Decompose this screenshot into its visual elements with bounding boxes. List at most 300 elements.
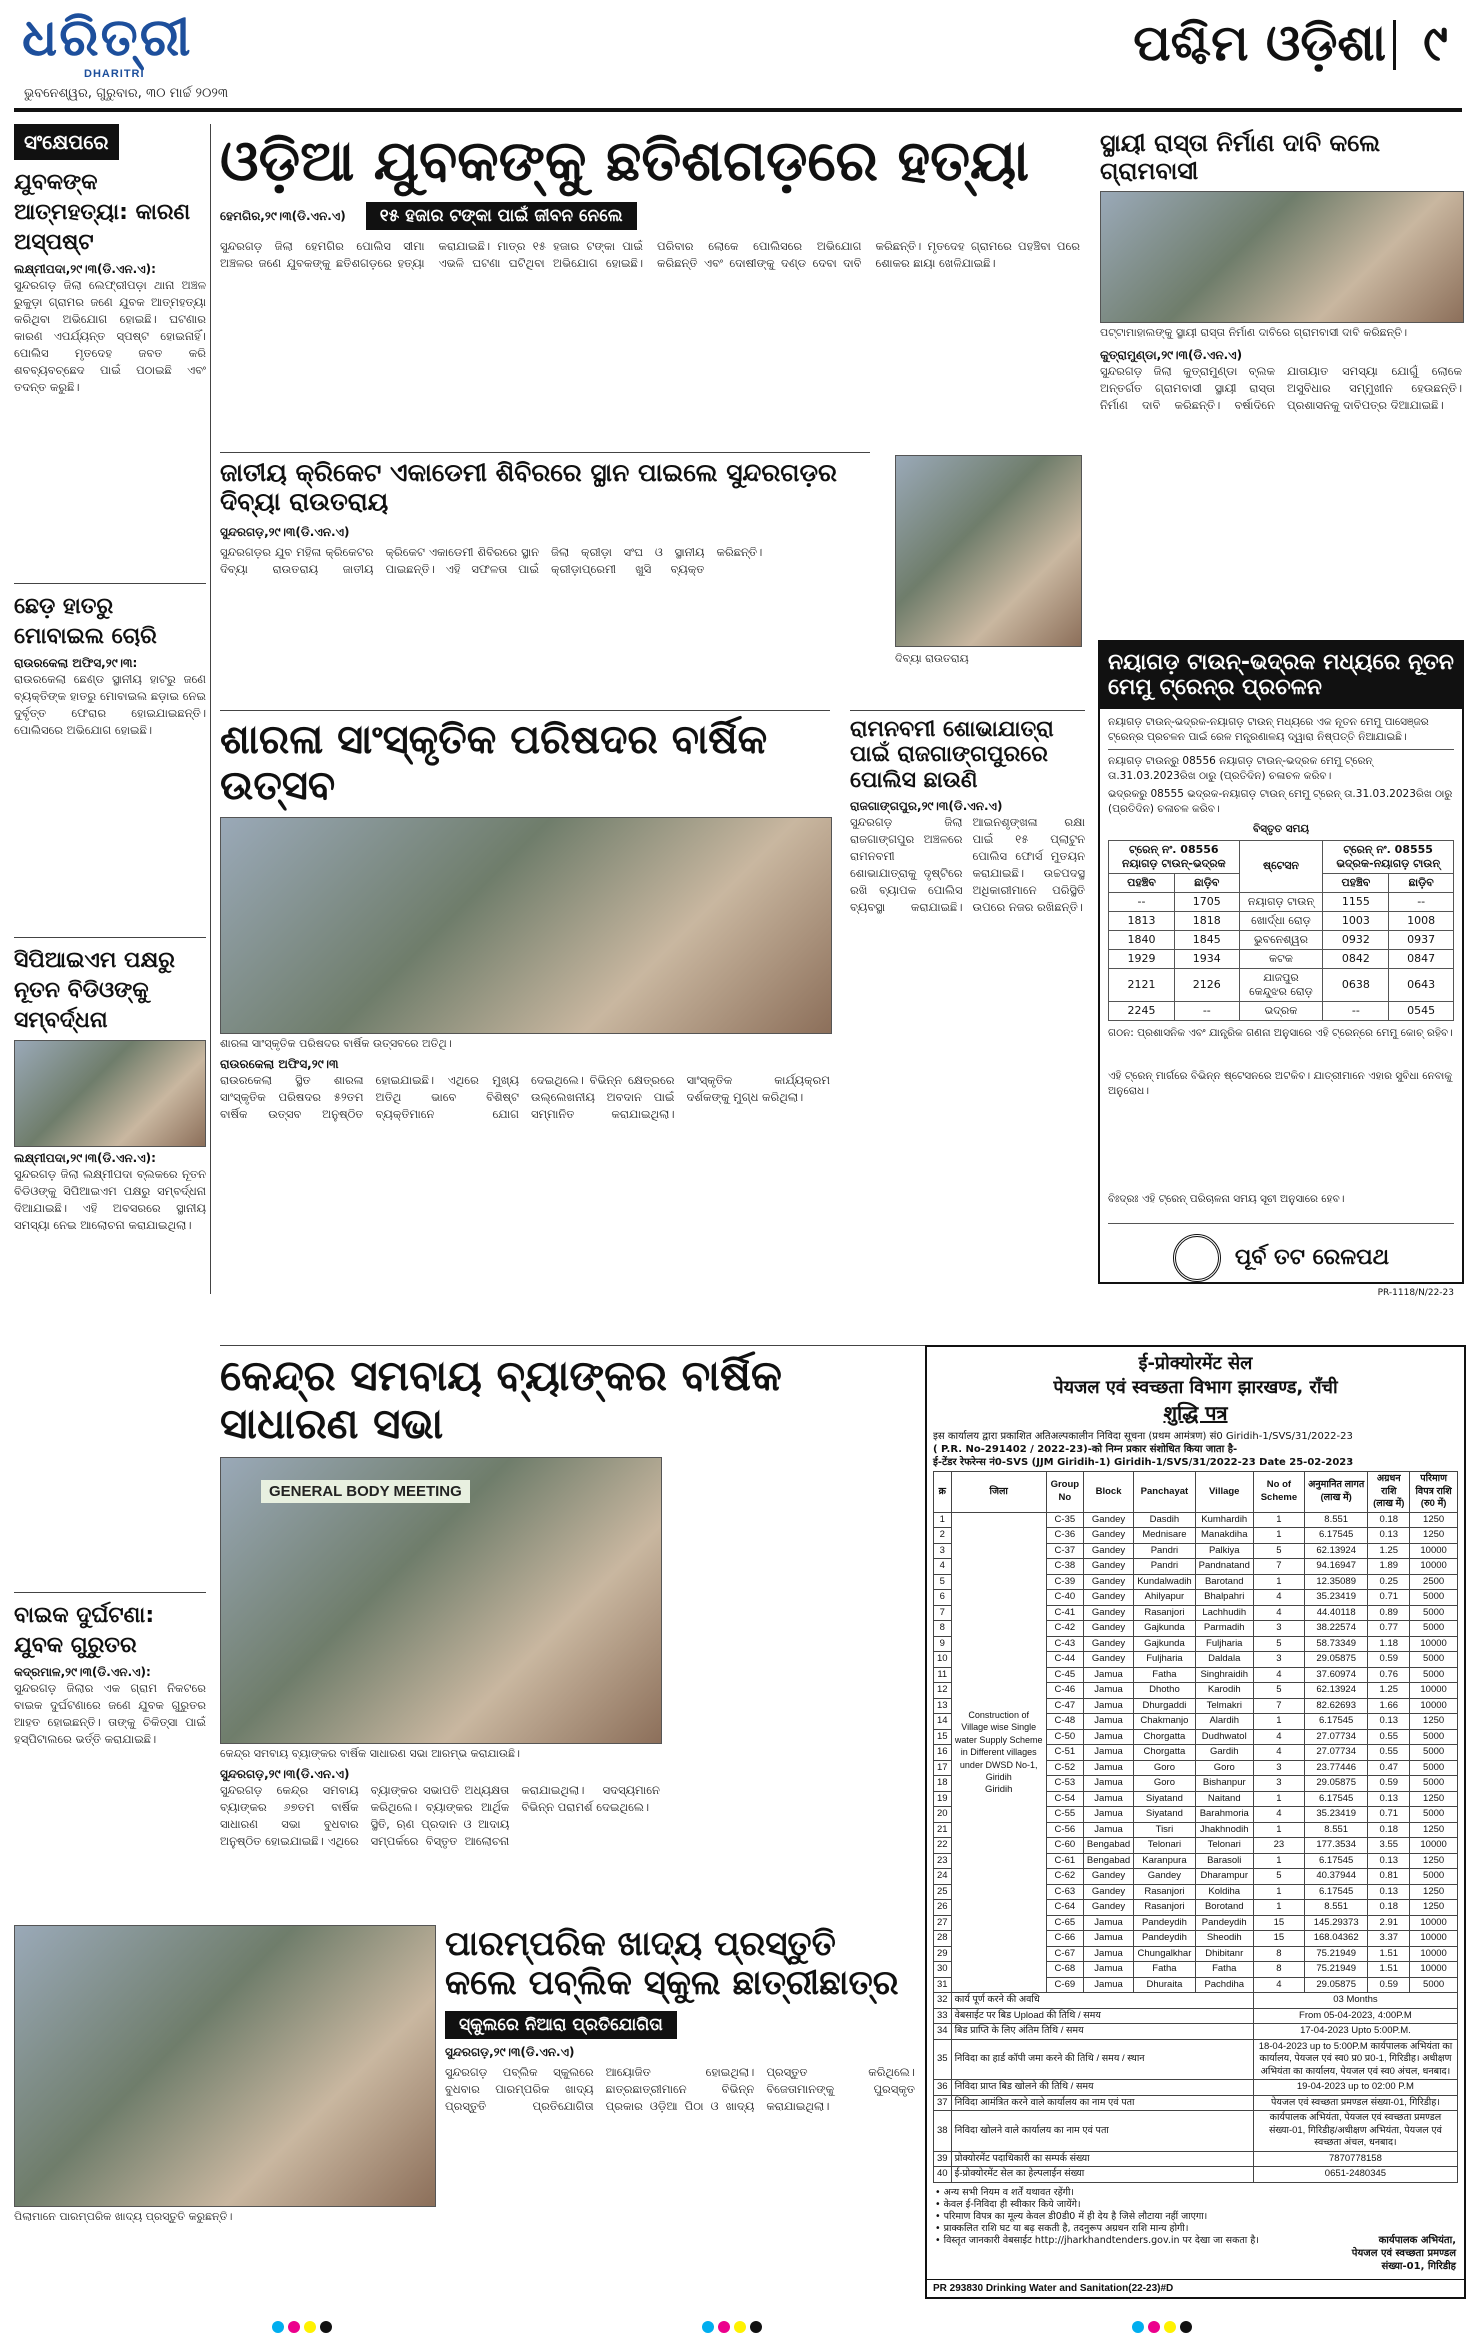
tender-cell: Jamua [1083,1667,1133,1683]
tender-header-cell: Village [1195,1472,1253,1513]
schedule-row [1109,1001,1454,1020]
tender-cell: 6.17545 [1305,1791,1368,1807]
tender-cell: कार्यपालक अभियंता, पेयजल एवं स्वच्छता प्रमण्डल संख्या-01, गिरिडीह/अधीक्षण अभियंता, पेयजल एवं स्वच्छता अंचल, धनबाद। [1253,2111,1457,2152]
tender-cell: 25 [934,1884,952,1900]
tender-cell [951,1512,1046,1993]
tender-header-cell: क्र [934,1472,952,1513]
road-dateline: କୁତ୍ରାମୁଣ୍ଡା,୨୯।୩(ଡି.ଏନ.ଏ) [1100,348,1243,363]
tender-cell: Jamua [1083,1822,1133,1838]
tender-cell: 3 [1253,1760,1304,1776]
tender-cell: Kumhardih [1195,1512,1253,1528]
food-photo [14,1925,436,2207]
tender-cell: 0.89 [1368,1605,1410,1621]
schedule-cell: 0847 [1389,949,1454,968]
tender-sign-1: कार्यपालक अभियंता, [1378,2235,1456,2246]
rail-note-2: ଏହି ଟ୍ରେନ୍ ମାର୍ଗରେ ବିଭିନ୍ନ ଷ୍ଟେସନରେ ଅଟକିବ। ଯାତ୍ରୀମାନେ ଏହାର ସୁବିଧା ନେବାକୁ ଅନୁରୋଧ। [1108,1069,1453,1097]
tender-cell: 1.25 [1368,1683,1410,1699]
tender-cell: Pandeydih [1195,1915,1253,1931]
tender-cell: Karanpura [1134,1853,1195,1869]
tender-cell: C-35 [1046,1512,1083,1528]
tender-cell: Dhuraita [1134,1977,1195,1993]
tender-cell: Fuljharia [1195,1636,1253,1652]
schedule-cell: 1840 [1109,930,1175,949]
lead-body: ସୁନ୍ଦରଗଡ଼ ଜିଲା ହେମଗିର ପୋଲିସ ସୀମା ଅଞ୍ଚଳର ଜଣେ ଯୁବକଙ୍କୁ ଛତିଶଗଡ଼ରେ ହତ୍ୟା କରାଯାଇଛି। ମାତ୍ର ୧୫ ହଜାର ଟଙ୍କା ପାଇଁ ଏଭଳି ଘଟଣା ଘଟିଥିବା ଅଭିଯୋଗ ହୋଇଛି। ପରିବାର ଲୋକେ ପୋଲିସରେ ଅଭିଯୋଗ କରିଛନ୍ତି ଏବଂ ଦୋଷୀଙ୍କୁ ଦଣ୍ଡ ଦେବା ଦାବି କରିଛନ୍ତି। ମୃତଦେହ ଗ୍ରାମରେ ପହଞ୍ଚିବା ପରେ ଶୋକର ଛାୟା ଖେଳିଯାଇଛି। [220,239,1080,271]
lead-dateline: ହେମଗିର,୨୯।୩(ଡି.ଏନ.ଏ) [220,208,346,223]
tender-cell: 7 [1253,1698,1304,1714]
tender-cell: 8 [934,1621,952,1637]
tender-cell: C-52 [1046,1760,1083,1776]
tender-header-cell: Panchayat [1134,1472,1195,1513]
schedule-cell: 2126 [1174,968,1239,1001]
tender-cell: 4 [1253,1745,1304,1761]
schedule-cell: 1003 [1323,911,1389,930]
tender-cell: 27 [934,1915,952,1931]
tender-cell: 17-04-2023 Upto 5:00P.M. [1253,2024,1457,2040]
tender-cell: 5 [1253,1869,1304,1885]
tender-cell: 1 [1253,1853,1304,1869]
tender-cell: 30 [934,1962,952,1978]
tender-header-cell: परिमाण विपत्र राशि (रु0 में) [1410,1472,1458,1513]
arr-header: ପହଞ୍ଚିବ [1323,873,1389,892]
tender-extra-row [934,2080,1458,2096]
rail-intro: ନୟାଗଡ଼ ଟାଉନ୍-ଭଦ୍ରକ-ନୟାଗଡ଼ ଟାଉନ୍ ମଧ୍ୟରେ ଏକ ନୂତନ ମେମୁ ପାସେଞ୍ଜର ଟ୍ରେନ୍‌ର ପ୍ରଚଳନ ପାଇଁ ରେଳ ମନ୍ତ୍ରଣାଳୟ ଦ୍ୱାରା ନିଷ୍ପତ୍ତି ନିଆଯାଇଛି। [1108,715,1429,743]
tender-cell: 0.55 [1368,1745,1410,1761]
tender-cell: Jamua [1083,1776,1133,1792]
tender-cell: Gajkunda [1134,1621,1195,1637]
registration-marks [1130,2318,1194,2337]
tender-cell: Borotand [1195,1900,1253,1916]
rail-header [1100,642,1462,709]
tender-cell: Jamua [1083,1946,1133,1962]
tender-cell: 23 [934,1853,952,1869]
tender-cell: Bhalpahri [1195,1590,1253,1606]
tender-table [933,1471,1458,2183]
tender-cell: Gandey [1083,1543,1133,1559]
sharala-photo [220,817,832,1034]
tender-cell: Jamua [1083,1760,1133,1776]
tender-cell: वेबसाईट पर बिड Upload की तिथि / समय [951,2008,1253,2024]
tender-cell: 1 [1253,1528,1304,1544]
tender-cell: 4 [1253,1729,1304,1745]
tender-cell: Barotand [1195,1574,1253,1590]
tender-cell: Jamua [1083,1931,1133,1947]
tender-cell: 27.07734 [1305,1729,1368,1745]
tender-cell: Fatha [1134,1962,1195,1978]
tender-cell: 1 [1253,1714,1304,1730]
tender-header-cell: अनुमानित लागत (लाख में) [1305,1472,1368,1513]
schedule-cell: 2121 [1109,968,1175,1001]
tender-cell: 5 [1253,1683,1304,1699]
tender-cell: C-45 [1046,1667,1083,1683]
tender-cell: Rasanjori [1134,1884,1195,1900]
page-number: ୯ [1423,14,1448,72]
tender-cell: Jamua [1083,1698,1133,1714]
tender-cell: 6.17545 [1305,1714,1368,1730]
tender-cell: 10000 [1410,1559,1458,1575]
tender-cell: पेयजल एवं स्वच्छता प्रमण्डल संख्या-01, गिरिडीह। [1253,2095,1457,2111]
tender-cell: Koldiha [1195,1884,1253,1900]
tender-cell: Bengabad [1083,1853,1133,1869]
tender-cell: C-39 [1046,1574,1083,1590]
tender-cell: 29.05875 [1305,1776,1368,1792]
tender-cell: 0.77 [1368,1621,1410,1637]
cricket-photo [895,455,1082,647]
tender-header-cell: जिला [951,1472,1046,1513]
tender-cell: 27.07734 [1305,1745,1368,1761]
tender-cell: C-47 [1046,1698,1083,1714]
tender-cell: Goro [1134,1760,1195,1776]
tender-footer: PR 293830 Drinking Water and Sanitation(22-23)#D [927,2279,1464,2297]
top-rule [14,108,1462,112]
tender-cell: Chungalkhar [1134,1946,1195,1962]
tender-cell: 29.05875 [1305,1977,1368,1993]
tender-cell: 10000 [1410,1636,1458,1652]
tender-cell: Telmakri [1195,1698,1253,1714]
tender-line-1: इस कार्यालय द्वारा प्रकाशित अतिअल्पकालीन निविदा सूचना (प्रथम आमंत्रण) सं0 Giridih-1/SVS/31/2022-23 [933,1431,1353,1442]
tender-note: • परिमाण विपत्र का मूल्य केवल डी0डी0 में ही देय है जिसे लौटाया नहीं जाएगा। [935,2210,1208,2222]
tender-cell: 10 [934,1652,952,1668]
tender-cell: 10000 [1410,1543,1458,1559]
tender-cell: बिड प्राप्ति के लिए अंतिम तिथि / समय [951,2024,1253,2040]
schedule-cell: 1008 [1389,911,1454,930]
tender-cell: Gandey [1083,1512,1133,1528]
tender-cell: C-41 [1046,1605,1083,1621]
tender-extra-row [934,2111,1458,2152]
tender-header-cell: अग्रधन राशि (लाख में) [1368,1472,1410,1513]
tender-cell: Dhibitanr [1195,1946,1253,1962]
tender-line-2: ( P.R. No-291402 / 2022-23)-को निम्न प्रकार संशोधित किया जाता है- [933,1444,1238,1455]
tender-cell: 10000 [1410,1915,1458,1931]
tender-cell: 8.551 [1305,1512,1368,1528]
railway-emblem-icon [1173,1234,1221,1282]
tender-cell: 19 [934,1791,952,1807]
ramnavami-dateline: ରାଜଗାଙ୍ଗପୁର,୨୯।୩(ଡି.ଏନ.ଏ) [850,798,1003,813]
tender-cell: 145.29373 [1305,1915,1368,1931]
road-headline: ସ୍ଥାୟୀ ରାସ୍ତା ନିର୍ମାଣ ଦାବି କଲେ ଗ୍ରାମବାସୀ [1100,129,1381,185]
tender-cell: C-36 [1046,1528,1083,1544]
tender-cell: C-38 [1046,1559,1083,1575]
tender-cell: C-56 [1046,1822,1083,1838]
tender-cell: Mednisare [1134,1528,1195,1544]
tender-cell: 37 [934,2095,952,2111]
tender-extra-row [934,2167,1458,2183]
tender-cell: Jamua [1083,1962,1133,1978]
tender-cell: 18-04-2023 up to 5:00P.M कार्यपालक अभियंता का कार्यालय, पेयजल एवं स्व0 प्र0 प्र0-1, गिरिडीह। अधीक्षण अभियंता का कार्यालय, पेयजल एवं स्व0 अंचल, धनबाद। [1253,2039,1457,2080]
tender-cell: 0651-2480345 [1253,2167,1457,2183]
tender-cell: 5000 [1410,1807,1458,1823]
tender-cell: 12.35089 [1305,1574,1368,1590]
tender-cell: Chakmanjo [1134,1714,1195,1730]
tender-header-cell: Group No [1046,1472,1083,1513]
tender-cell: 28 [934,1931,952,1947]
tender-note: • अन्य सभी नियम व शर्तें यथावत रहेंगी। [935,2186,1075,2198]
schedule-cell: 0638 [1323,968,1389,1001]
tender-cell: 0.13 [1368,1884,1410,1900]
tender-cell: Barahmoria [1195,1807,1253,1823]
tender-cell: Jamua [1083,1683,1133,1699]
tender-cell: 75.21949 [1305,1962,1368,1978]
tender-cell: 12 [934,1683,952,1699]
tender-cell: Siyatand [1134,1791,1195,1807]
tender-cell: 17 [934,1760,952,1776]
tender-cell: 14 [934,1714,952,1730]
ramnavami-story [850,710,1085,1284]
arr-header: ପହଞ୍ଚିବ [1109,873,1175,892]
tender-cell: C-67 [1046,1946,1083,1962]
tender-cell: 177.3534 [1305,1838,1368,1854]
food-headline: ପାରମ୍ପରିକ ଖାଦ୍ୟ ପ୍ରସ୍ତୁତି କଲେ ପବ୍ଲିକ ସ୍କୁଲ ଛାତ୍ରୀଛାତ୍ର [445,1924,899,2004]
tender-cell: Tisri [1134,1822,1195,1838]
tender-cell: 29 [934,1946,952,1962]
tender-cell: Gandey [1083,1652,1133,1668]
tender-cell: 11 [934,1667,952,1683]
tender-cell: 10000 [1410,1683,1458,1699]
tender-cell: Jamua [1083,1729,1133,1745]
tender-cell: Gardih [1195,1745,1253,1761]
tender-cell: Bengabad [1083,1838,1133,1854]
tender-cell: Telonari [1134,1838,1195,1854]
schedule-cell: -- [1323,1001,1389,1020]
tender-extra-row [934,2024,1458,2040]
logo-subtitle: DHARITRI [84,68,145,80]
tender-cell: 03 Months [1253,1993,1457,2009]
tender-cell: 0.13 [1368,1853,1410,1869]
column-divider [210,124,211,1294]
tender-cell: 3 [1253,1621,1304,1637]
tender-cell: 0.71 [1368,1590,1410,1606]
tender-cell: C-63 [1046,1884,1083,1900]
station-header: ଷ୍ଟେସନ [1239,840,1323,892]
tender-cell: कार्य पूर्ण करने की अवधि [951,1993,1253,2009]
tender-cell: 5 [1253,1543,1304,1559]
tender-cell: 24 [934,1869,952,1885]
tender-cell: C-37 [1046,1543,1083,1559]
tender-cell: 82.62693 [1305,1698,1368,1714]
tender-cell: Dhurgaddi [1134,1698,1195,1714]
food-body: ସୁନ୍ଦରଗଡ଼ ପବ୍ଲିକ ସ୍କୁଲରେ ବୁଧବାର ପାରମ୍ପରିକ ଖାଦ୍ୟ ପ୍ରସ୍ତୁତି ପ୍ରତିଯୋଗିତା ଆୟୋଜିତ ହୋଇଥିଲା। ଛାତ୍ରଛାତ୍ରୀମାନେ ବିଭିନ୍ନ ପ୍ରକାର ଓଡ଼ିଆ ପିଠା ଓ ଖାଦ୍ୟ ପ୍ରସ୍ତୁତ କରିଥିଲେ। ବିଜେତାମାନଙ୍କୁ ପୁରସ୍କୃତ କରାଯାଇଥିଲା। [445,2065,915,2114]
tender-cell: Jamua [1083,1714,1133,1730]
lead-story [220,130,1080,368]
tender-cell: 1.18 [1368,1636,1410,1652]
brief-text: ସୁନ୍ଦରଗଡ଼ ଜିଲା ଲକ୍ଷ୍ମୀପଦା ବ୍ଲକରେ ନୂତନ ବିଡିଓଙ୍କୁ ସିପିଆଇଏମ ପକ୍ଷରୁ ସମ୍ବର୍ଦ୍ଧନା ଦିଆଯାଇଛି। ଏହି ଅବସରରେ ସ୍ଥାନୀୟ ସମସ୍ୟା ନେଇ ଆଲୋଚନା କରାଯାଇଥିଲା। [14,1167,206,1232]
tender-cell: 20 [934,1807,952,1823]
road-body: ସୁନ୍ଦରଗଡ଼ ଜିଲା କୁତ୍ରାମୁଣ୍ଡା ବ୍ଲକ ଅନ୍ତର୍ଗତ ଗ୍ରାମବାସୀ ସ୍ଥାୟୀ ରାସ୍ତା ନିର୍ମାଣ ଦାବି କରିଛନ୍ତି। ବର୍ଷାଦିନେ ଯାତାୟାତ ସମସ୍ୟା ଯୋଗୁଁ ଲୋକେ ଅସୁବିଧାର ସମ୍ମୁଖୀନ ହେଉଛନ୍ତି। ପ୍ରଶାସନକୁ ଦାବିପତ୍ର ଦିଆଯାଇଛି। [1100,364,1462,413]
tender-cell: C-50 [1046,1729,1083,1745]
tender-cell: Fatha [1195,1962,1253,1978]
rail-note-3: ବିଃଦ୍ରଃ ଏହି ଟ୍ରେନ୍ ପରିଚାଳନା ସମୟ ସୂଚୀ ଅନୁସାରେ ହେବ। [1108,1192,1345,1205]
tender-cell: Gandey [1083,1884,1133,1900]
tender-cell: 7 [934,1605,952,1621]
lead-headline: ଓଡ଼ିଆ ଯୁବକଙ୍କୁ ଛତିଶଗଡ଼ରେ ହତ୍ୟା [220,129,1030,194]
rail-line-1: ନୟାଗଡ଼ ଟାଉନ୍‌ରୁ 08556 ନୟାଗଡ଼ ଟାଉନ୍-ଭଦ୍ରକ ମେମୁ ଟ୍ରେନ୍ ତା.31.03.2023ରିଖ ଠାରୁ (ପ୍ରତିଦିନ) ଚଳାଚଳ କରିବ। [1108,754,1373,782]
tender-cell: 35.23419 [1305,1807,1368,1823]
tender-cell: Pachdiha [1195,1977,1253,1993]
brief-item [14,592,206,931]
schedule-cell: କଟକ [1239,949,1323,968]
tender-cell: 5 [934,1574,952,1590]
tender-header-cell: No of Scheme [1253,1472,1304,1513]
tender-cell: Jhakhnodih [1195,1822,1253,1838]
brief-headline: ବାଇକ ଦୁର୍ଘଟଣା: ଯୁବକ ଗୁରୁତର [14,1603,155,1658]
food-caption: ପିଲାମାନେ ପାରମ୍ପରିକ ଖାଦ୍ୟ ପ୍ରସ୍ତୁତି କରୁଛନ୍ତି। [14,2210,233,2223]
tender-header-cell: Block [1083,1472,1133,1513]
tender-cell: 10000 [1410,1931,1458,1947]
tender-cell: 36 [934,2080,952,2096]
tender-cell: C-69 [1046,1977,1083,1993]
title-separator [1393,20,1396,70]
tender-cell: 0.13 [1368,1714,1410,1730]
tender-cell: 3 [1253,1776,1304,1792]
tender-extra-row [934,1993,1458,2009]
tender-cell: 5000 [1410,1776,1458,1792]
section-title: ପଶ୍ଚିମ ଓଡ଼ିଶା [1133,14,1386,72]
tender-cell: Ahilyapur [1134,1590,1195,1606]
tender-cell: Gandey [1134,1869,1195,1885]
schedule-cell: -- [1109,892,1175,911]
tender-cell: Gajkunda [1134,1636,1195,1652]
tender-cell: 4 [934,1559,952,1575]
tender-cell: 15 [1253,1915,1304,1931]
tender-cell: Bishanpur [1195,1776,1253,1792]
rail-notice [1098,640,1464,1298]
schedule-row [1109,968,1454,1001]
tender-cell: 18 [934,1776,952,1792]
tender-cell: C-54 [1046,1791,1083,1807]
masthead-logo [22,8,232,88]
briefs-label: ସଂକ୍ଷେପରେ [14,124,119,160]
tender-cell: 0.18 [1368,1512,1410,1528]
tender-cell: 0.81 [1368,1869,1410,1885]
tender-cell: 8 [1253,1962,1304,1978]
right-train-header: ଟ୍ରେନ୍ ନଂ. 08555 ଭଦ୍ରକ-ନୟାଗଡ଼ ଟାଉନ୍ [1323,840,1454,873]
tender-cell: 0.25 [1368,1574,1410,1590]
brief-item [14,946,206,1586]
tender-cell: 0.71 [1368,1807,1410,1823]
tender-cell: Pandeydih [1134,1915,1195,1931]
tender-cell: 6 [934,1590,952,1606]
food-dateline: ସୁନ୍ଦରଗଡ଼,୨୯।୩(ଡି.ଏନ.ଏ) [445,2045,575,2060]
tender-extra-row [934,2095,1458,2111]
tender-cell: 1250 [1410,1884,1458,1900]
brief-item [14,1601,206,1890]
tender-cell: Pandnatand [1195,1559,1253,1575]
tender-cell: 7 [1253,1559,1304,1575]
sharala-story [220,710,830,1322]
edition-line: ଭୁବନେଶ୍ୱର, ଗୁରୁବାର, ୩୦ ମାର୍ଚ୍ଚ ୨୦୨୩ [24,86,229,101]
tender-cell: Siyatand [1134,1807,1195,1823]
tender-cell: C-55 [1046,1807,1083,1823]
tender-cell: 1 [1253,1822,1304,1838]
tender-cell: Gandey [1083,1605,1133,1621]
schedule-row [1109,949,1454,968]
tender-cell: 0.76 [1368,1667,1410,1683]
tender-cell: 58.73349 [1305,1636,1368,1652]
tender-cell: Singhraidih [1195,1667,1253,1683]
registration-marks [270,2318,334,2337]
sharala-caption: ଶାରଳା ସାଂସ୍କୃତିକ ପରିଷଦର ବାର୍ଷିକ ଉତ୍ସବରେ ଅତିଥି। [220,1037,452,1050]
bank-dateline: ସୁନ୍ଦରଗଡ଼,୨୯।୩(ଡି.ଏନ.ଏ) [220,1766,350,1781]
tender-cell: 4 [1253,1667,1304,1683]
tender-cell: Karodih [1195,1683,1253,1699]
tender-cell: 4 [1253,1590,1304,1606]
tender-cell: Gandey [1083,1621,1133,1637]
ramnavami-body: ସୁନ୍ଦରଗଡ଼ ଜିଲା ରାଜଗାଙ୍ଗପୁର ଅଞ୍ଚଳରେ ରାମନବମୀ ଶୋଭାଯାତ୍ରାକୁ ଦୃଷ୍ଟିରେ ରଖି ବ୍ୟାପକ ପୋଲିସ ବ୍ୟବସ୍ଥା କରାଯାଇଛି। ଆଇନଶୃଙ୍ଖଳା ରକ୍ଷା ପାଇଁ ୧୫ ପ୍ଲାଟୁନ ପୋଲିସ ଫୋର୍ସ ମୁତୟନ କରାଯାଇଛି। ଉଚ୍ଚପଦସ୍ଥ ଅଧିକାରୀମାନେ ପରିସ୍ଥିତି ଉପରେ ନଜର ରଖିଛନ୍ତି। [850,814,1085,914]
schedule-cell: -- [1174,1001,1239,1020]
tender-cell: 2.91 [1368,1915,1410,1931]
tender-cell: 8.551 [1305,1900,1368,1916]
tender-cell: 6.17545 [1305,1884,1368,1900]
sharala-body: ରାଉରକେଲା ସ୍ଥିତ ଶାରଳା ସାଂସ୍କୃତିକ ପରିଷଦର ୫୨ତମ ବାର୍ଷିକ ଉତ୍ସବ ଅନୁଷ୍ଠିତ ହୋଇଯାଇଛି। ଏଥିରେ ମୁଖ୍ୟ ଅତିଥି ଭାବେ ବିଶିଷ୍ଟ ବ୍ୟକ୍ତିମାନେ ଯୋଗ ଦେଇଥିଲେ। ବିଭିନ୍ନ କ୍ଷେତ୍ରରେ ଉଲ୍ଲେଖନୀୟ ଅବଦାନ ପାଇଁ ସମ୍ମାନିତ କରାଯାଇଥିଲା। ସାଂସ୍କୃତିକ କାର୍ଯ୍ୟକ୍ରମ ଦର୍ଶକଙ୍କୁ ମୁଗ୍ଧ କରିଥିଲା। [220,1073,830,1121]
tender-cell: 1.51 [1368,1962,1410,1978]
tender-sign-2: पेयजल एवं स्वच्छता प्रमण्डल [1351,2248,1456,2259]
tender-cell: 1.51 [1368,1946,1410,1962]
tender-cell: Chorgatta [1134,1745,1195,1761]
tender-cell: Daldala [1195,1652,1253,1668]
tender-cell: 0.59 [1368,1977,1410,1993]
rail-line-2: ଭଦ୍ରକରୁ 08555 ଭଦ୍ରକ-ନୟାଗଡ଼ ଟାଉନ୍ ମେମୁ ଟ୍ରେନ୍ ତା.31.03.2023ରିଖ ଠାରୁ (ପ୍ରତିଦିନ) ଚଳାଚଳ କରିବ। [1108,787,1453,815]
schedule-cell: 1818 [1174,911,1239,930]
tender-cell: Dhotho [1134,1683,1195,1699]
tender-cell: 33 [934,2008,952,2024]
tender-cell: 0.55 [1368,1729,1410,1745]
tender-cell: Parmadih [1195,1621,1253,1637]
schedule-cell: -- [1389,892,1454,911]
tender-cell: 0.13 [1368,1528,1410,1544]
tender-cell: 21 [934,1822,952,1838]
sharala-dateline: ରାଉରକେଲା ଅଫିସ,୨୯।୩ [220,1057,339,1071]
tender-cell: 4 [1253,1977,1304,1993]
tender-cell: 35.23419 [1305,1590,1368,1606]
tender-cell: 29.05875 [1305,1652,1368,1668]
tender-cell: 62.13924 [1305,1683,1368,1699]
tender-cell: 5000 [1410,1760,1458,1776]
tender-cell: Goro [1195,1760,1253,1776]
tender-cell: C-61 [1046,1853,1083,1869]
tender-cell: 3 [934,1543,952,1559]
cricket-body: ସୁନ୍ଦରଗଡ଼ର ଯୁବ ମହିଳା କ୍ରିକେଟର ଦିବ୍ୟା ରାଉତରାୟ ଜାତୀୟ କ୍ରିକେଟ ଏକାଡେମୀ ଶିବିରରେ ସ୍ଥାନ ପାଇଛନ୍ତି। ଏହି ସଫଳତା ପାଇଁ ଜିଲା କ୍ରୀଡ଼ା ସଂଘ ଓ ସ୍ଥାନୀୟ କ୍ରୀଡ଼ାପ୍ରେମୀ ଖୁସି ବ୍ୟକ୍ତ କରିଛନ୍ତି। [220,544,763,576]
tender-line-3: ई-टेंडर रेफरेन्स नं0-SVS (JJM Giridih-1) Giridih-1/SVS/31/2022-23 Date 25-02-2023 [933,1457,1354,1468]
schedule-row [1109,892,1454,911]
tender-cell: 1250 [1410,1791,1458,1807]
tender-cell: Gandey [1083,1574,1133,1590]
tender-cell: Jamua [1083,1807,1133,1823]
tender-cell: 1250 [1410,1822,1458,1838]
bank-banner-text: GENERAL BODY MEETING [261,1480,470,1503]
schedule-cell: 0932 [1323,930,1389,949]
tender-cell: 1250 [1410,1900,1458,1916]
tender-cell: 1 [1253,1900,1304,1916]
tender-title-1: ई-प्रोक्योरमेंट सेल [1138,1353,1253,1374]
tender-cell: 5000 [1410,1729,1458,1745]
tender-cell: 37.60974 [1305,1667,1368,1683]
tender-cell: 1.66 [1368,1698,1410,1714]
tender-cell: 3 [1253,1652,1304,1668]
cricket-caption: ଦିବ୍ୟା ରାଉତରାୟ [895,652,969,665]
tender-cell: 22 [934,1838,952,1854]
tender-row [934,1512,1458,1528]
rail-headline: ନୟାଗଡ଼ ଟାଉନ୍-ଭଦ୍ରକ ମଧ୍ୟରେ ନୂତନ ମେମୁ ଟ୍ରେନ୍‌ର ପ୍ରଚଳନ [1108,650,1454,701]
tender-cell: Rasanjori [1134,1605,1195,1621]
tender-cell: 34 [934,2024,952,2040]
tender-cell: Dudhwatol [1195,1729,1253,1745]
tender-cell: 6.17545 [1305,1853,1368,1869]
tender-cell: 15 [934,1729,952,1745]
tender-cell: C-53 [1046,1776,1083,1792]
tender-cell: 5 [1253,1636,1304,1652]
brief-dateline: ଲକ୍ଷ୍ମୀପଦା,୨୯।୩(ଡି.ଏନ.ଏ): [14,262,156,276]
rail-code: PR-1118/N/22-23 [1377,1287,1454,1298]
rail-note-1: ଗଠନ: ପ୍ରଶାସନିକ ଏବଂ ଯାନ୍ତ୍ରିକ ଗଣନା ଅନୁସାରେ ଏହି ଟ୍ରେନ୍‌ରେ ମେମୁ କୋଚ୍ ରହିବ। [1108,1026,1453,1039]
